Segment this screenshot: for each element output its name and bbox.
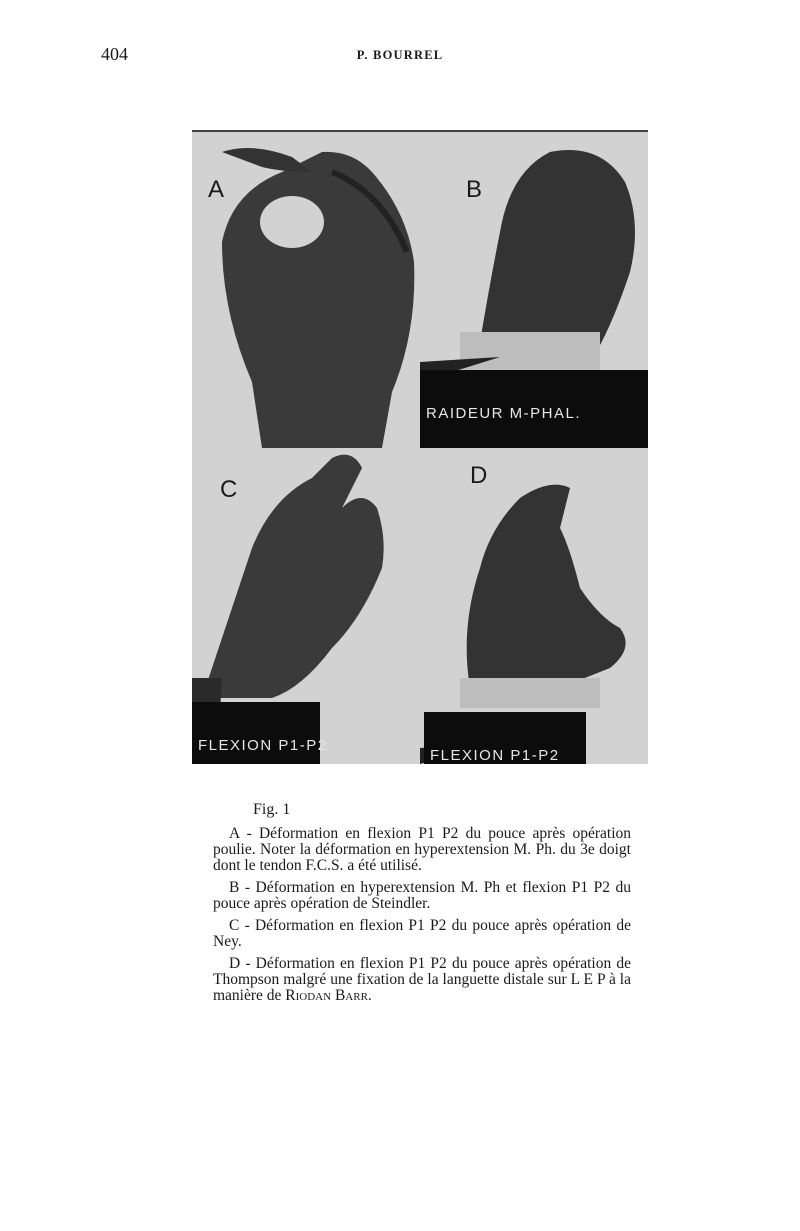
caption-c: C - Déformation en flexion P1 P2 du pouce après opération de Ney. <box>213 917 631 950</box>
page-number: 404 <box>101 44 128 64</box>
placard-b-line-1: RAIDEUR M-PHAL. <box>426 405 582 422</box>
caption-d-author: Riodan Barr. <box>285 987 372 1004</box>
placard-c <box>192 702 328 764</box>
panel-c <box>192 448 420 764</box>
panel-letter-c: C <box>220 476 238 503</box>
panel-letter-b: B <box>466 176 483 203</box>
placard-d-line-1: FLEXION P1-P2 <box>430 747 560 764</box>
running-head: P. BOURREL <box>356 48 444 62</box>
caption-a: A - Déformation en flexion P1 P2 du pouce après opération poulie. Noter la déformation en hyperextension M. Ph. du 3e doigt dont le tendon F.C.S. a été utilisé. <box>213 825 631 874</box>
figure-label: Fig. 1 <box>253 801 291 818</box>
panel-d <box>420 448 648 764</box>
caption-d <box>213 956 631 1004</box>
figure-photo-plate <box>192 130 648 764</box>
caption-d-text: D - Déformation en flexion P1 P2 du pouce après opération de Thompson malgré une fixation de la languette distale sur L E P à la manière de <box>213 955 631 1004</box>
placard-b <box>420 370 648 448</box>
caption-b: B - Déformation en hyperextension M. Ph et flexion P1 P2 du pouce après opération de Steindler. <box>213 879 631 912</box>
panel-a <box>192 132 420 448</box>
hand-photo-a <box>192 132 420 448</box>
panel-b <box>420 132 648 448</box>
panel-letter-d: D <box>470 462 488 489</box>
panel-letter-a: A <box>208 176 225 203</box>
figure-caption <box>213 826 631 1010</box>
placard-d <box>424 712 586 764</box>
placard-c-line-1: FLEXION P1-P2 <box>198 737 328 754</box>
